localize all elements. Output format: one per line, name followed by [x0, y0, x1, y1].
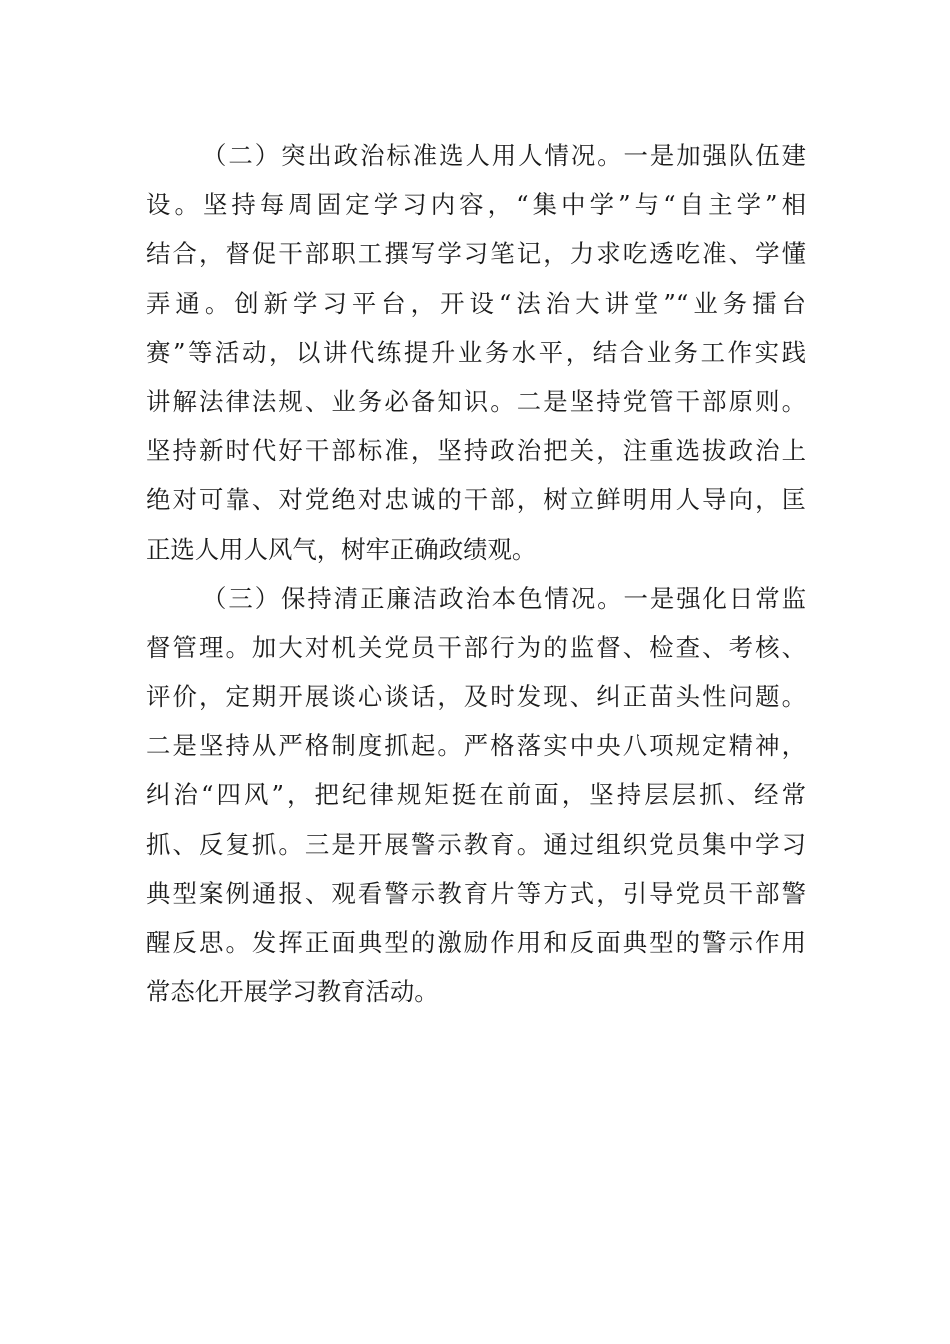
paragraph-line: 赛”等活动，以讲代练提升业务水平，结合业务工作实践: [146, 337, 806, 367]
paragraph-line: 设。坚持每周固定学习内容，“集中学”与“自主学”相: [146, 190, 806, 220]
paragraph-line: 常态化开展学习教育活动。: [146, 977, 439, 1007]
document-body: [146, 131, 806, 1016]
paragraph-line: 绝对可靠、对党绝对忠诚的干部，树立鲜明用人导向，匡: [146, 485, 806, 515]
paragraph-line: 典型案例通报、观看警示教育片等方式，引导党员干部警: [146, 878, 806, 908]
paragraph-line: 纠治“四风”，把纪律规矩挺在前面，坚持层层抓、经常: [146, 780, 806, 810]
paragraph-2: [146, 131, 806, 574]
paragraph-line: 醒反思。发挥正面典型的激励作用和反面典型的警示作用: [146, 928, 806, 957]
paragraph-line: 抓、反复抓。三是开展警示教育。通过组织党员集中学习: [146, 829, 806, 859]
paragraph-line: （二）突出政治标准选人用人情况。一是加强队伍建: [202, 141, 806, 170]
paragraph-line: 二是坚持从严格制度抓起。严格落实中央八项规定精神，: [146, 731, 806, 761]
paragraph-line: 弄通。创新学习平台，开设“法治大讲堂”“业务擂台: [146, 288, 806, 318]
paragraph-line: （三）保持清正廉洁政治本色情况。一是强化日常监: [202, 583, 806, 613]
paragraph-line: 评价，定期开展谈心谈话，及时发现、纠正苗头性问题。: [146, 682, 806, 712]
paragraph-line: 正选人用人风气，树牢正确政绩观。: [146, 534, 537, 564]
paragraph-line: 结合，督促干部职工撰写学习笔记，力求吃透吃准、学懂: [146, 239, 806, 269]
paragraph-line: 坚持新时代好干部标准，坚持政治把关，注重选拔政治上: [146, 436, 806, 466]
paragraph-3: [146, 574, 806, 1017]
paragraph-line: 督管理。加大对机关党员干部行为的监督、检查、考核、: [146, 632, 806, 662]
paragraph-line: 讲解法律法规、业务必备知识。二是坚持党管干部原则。: [146, 386, 806, 416]
